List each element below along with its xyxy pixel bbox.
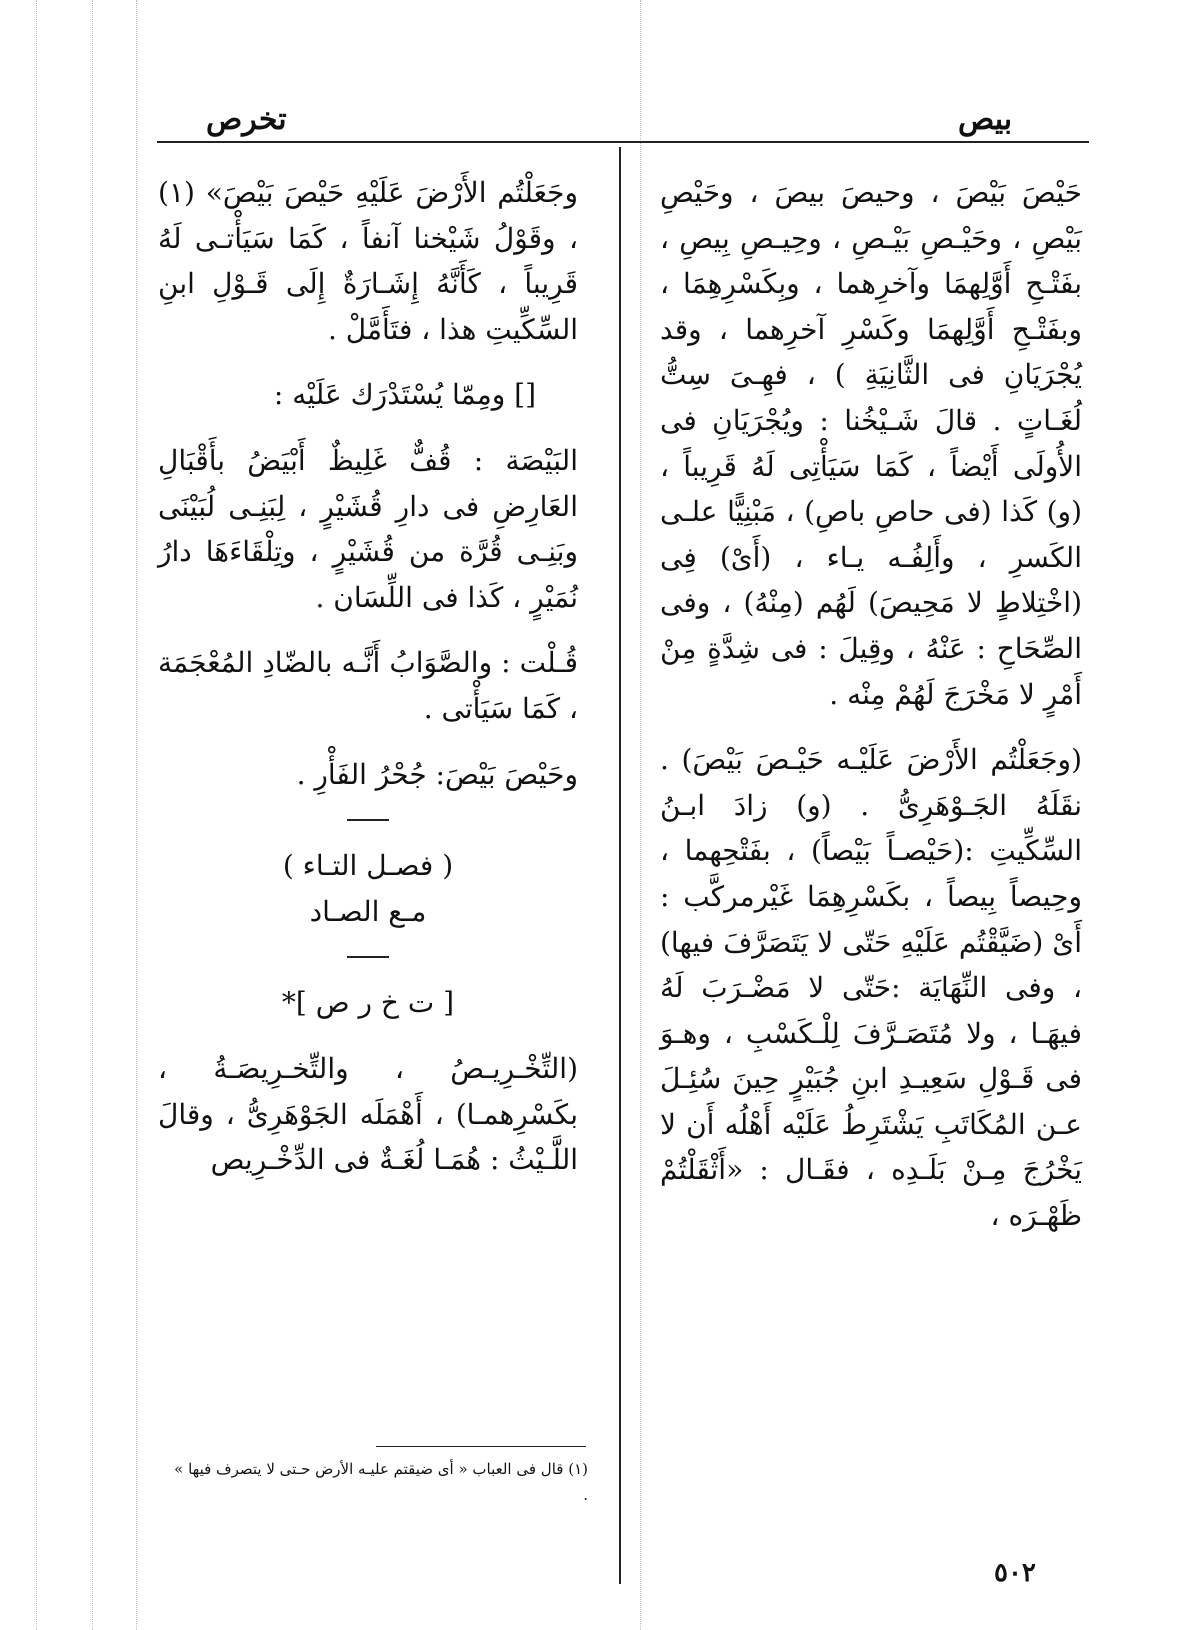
footnote: (١) قال فى العباب « أى ضيقتم عليـه الأرض حـتى لا يتصرف فيها » .: [174, 1460, 588, 1504]
header-rule: [157, 141, 1089, 143]
entry-paragraph: (التِّخْـرِيـصُ ، والتِّخـرِيصَـةُ ، بكَسْرِهمـا) ، أَهْمَلَه الجَوْهَرِىُّ ، وقالَ اللَّـيْثُ : هُمَـا لُغَـةٌ فى الدِّخْـرِيص: [158, 1051, 578, 1177]
mustadrak-heading: [] ومِمّا يُسْتَدْرَك عَلَيْه :: [273, 378, 536, 412]
entry-paragraph: (وجَعَلْتُم الأَرْضَ عَلَيْـه حَيْـصَ بَيْصَ) . نقَلَهُ الجَـوْهَرِىُّ . (و) زادَ ابـنُ السِّكِّيتِ :(حَيْصـاً بَيْصاً) ، بفَتْحِهما ، وحِيصاً بِيصاً ، بكَسْرِهِمَا غَيْرمركَّب : أَىْ (ضَيَّقْتُم عَلَيْهِ حَتّى لا يَتَصَرَّفَ فيها) ، وفى النِّهَايَة :حَتّى لا مَضْـرَبَ لَهُ فيهَـا ، ولا مُتَصَـرَّفَ لِلْـكَسْبِ ، وهـوَ فى قَـوْلِ سَعِيـدِ ابنِ جُبَيْرٍ حِينَ سُئِـلَ عـن المُكَاتَبِ يَشْتَرِطُ عَلَيْه أَهْلُه أَن لا يَخْرُجَ مِـنْ بَلَـدِه ، فقَـال : «أَثْقَلْتُمْ ظَهْـرَه ،: [660, 743, 1082, 1233]
scan-guide-line: [136, 0, 137, 1630]
right-column: [660, 170, 1082, 1239]
scan-guide-line: [92, 0, 93, 1630]
section-divider: [347, 819, 389, 821]
entry-paragraph: حَيْصَ بَيْصَ ، وحيصَ بيصَ ، وحَيْصِ بَيْصِ ، وحَيْـصِ بَيْـصِ ، وحِيـصِ بِيصِ ، بفَتْـحِ أَوَّلِهمَا وآخرِهما ، وبِكَسْرِهِمَا ، وبفَتْـحِ أَوَّلِهمَا وكَسْرِ آخرِهما ، وقد يُجْرَيَانِ فى الثَّانِيَةِ ) ، فهِـىَ سِتُّ لُغَـاتٍ . قالَ شَـيْخُنا : ويُجْرَيَانِ فى الأُولَى أَيْضاً ، كَمَا سَيَأْتِى لَهُ قَرِيباً ، (و) كَذا (فى حاصِ باصِ) ، مَبْنِيًّا علـى الكَسرِ ، وأَلِفُـه يـاء ، (أَىْ) فِى (اخْتِلاطٍ لا مَحِيصَ) لَهُم (مِنْهُ) ، وفى الصِّحَاحِ : عَنْهُ ، وقِيلَ : فى شِدَّةٍ مِنْ أَمْرٍ لا مَخْرَجَ لَهُمْ مِنْه .: [660, 176, 1082, 711]
entry-paragraph: البَيْصَة : قُفٌّ غَلِيظٌ أَبْيَضُ بأَقْبَالِ العَارِضِ فى دارِ قُشَيْرٍ ، لِبَنِـى لُبَيْنَى وبَنِـى قُرَّة من قُشَيْرٍ ، وتِلْقَاءَهَا دارُ نُمَيْرٍ ، كَذا فى اللِّسَان .: [158, 443, 578, 614]
page-number: ٥٠٢: [994, 1558, 1036, 1588]
column-rule: [619, 147, 621, 1584]
section-divider: [347, 956, 389, 958]
root-heading: [ ت خ ر ص ]*: [281, 986, 455, 1020]
running-head-left: تخرص: [206, 102, 287, 137]
entry-paragraph: وجَعَلْتُم الأَرْضَ عَلَيْهِ حَيْصَ بَيْصَ» (١) ، وقَوْلُ شَيْخنا آنفاً ، كَمَا سَيَأْتـى لَهُ قَرِيباً ، كَأَنَّهُ إِشَـارَةٌ إِلَى قَـوْلِ ابنِ السِّكِّيتِ هذا ، فتَأَمَّلْ .: [158, 176, 578, 346]
scan-guide-line: [640, 0, 641, 1630]
entry-paragraph: وحَيْصَ بَيْصَ: جُحْرُ الفَأْرِ .: [296, 757, 578, 791]
entry-paragraph: قُـلْت : والصَّوَابُ أَنَّـه بالضّادِ المُعْجَمَة ، كَمَا سَيَأْتى .: [158, 646, 578, 725]
scan-guide-line: [36, 0, 37, 1630]
left-column: [158, 170, 578, 1183]
running-head-right: بيص: [958, 102, 1013, 137]
section-subtitle: مـع الصـاد: [309, 894, 427, 928]
footnote-rule: [376, 1446, 586, 1447]
section-title: ( فصـل التـاء ): [282, 849, 454, 883]
